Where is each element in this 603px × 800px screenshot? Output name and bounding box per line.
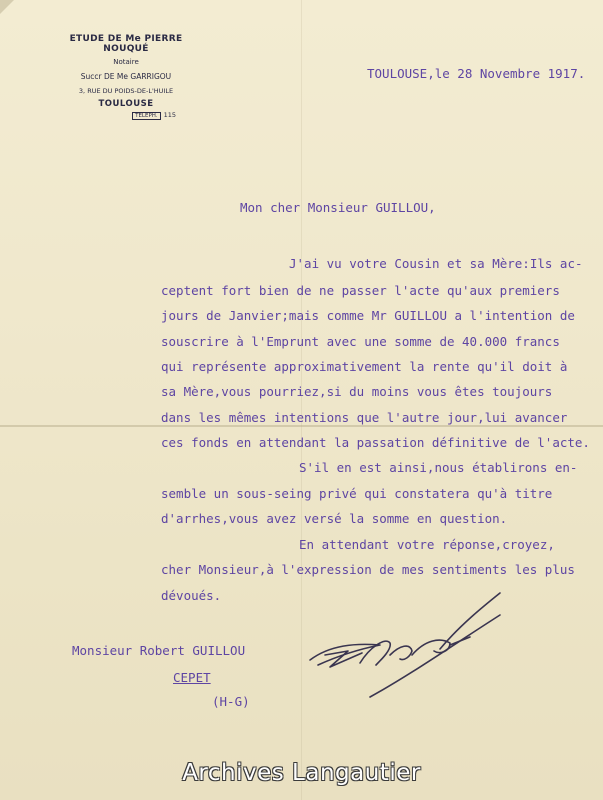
recipient-name: Monsieur Robert GUILLOU (72, 643, 246, 658)
body-line: d'arrhes,vous avez versé la somme en question. (161, 511, 508, 526)
letterhead (46, 34, 206, 119)
body-line: En attendant votre réponse,croyez, (299, 537, 555, 552)
phone-label: TÉLÉPH. (132, 112, 160, 120)
letterhead-street: 3, RUE DU POIDS-DE-L'HUILE (78, 87, 174, 95)
body-line: ces fonds en attendant la passation définitive de l'acte. (161, 435, 590, 450)
recipient-department: (H-G) (212, 694, 250, 709)
phone-number: 115 (163, 111, 176, 119)
body-line: semble un sous-seing privé qui constatera qu'à titre (161, 486, 553, 501)
letterhead-phone (46, 111, 206, 119)
archive-watermark: Archives Langautier (182, 760, 421, 786)
letterhead-office: ETUDE DE Me PIERRE NOUQUÉ (69, 34, 183, 54)
letter-greeting: Mon cher Monsieur GUILLOU, (240, 200, 436, 215)
body-line: sa Mère,vous pourriez,si du moins vous êtes toujours (161, 384, 553, 399)
letterhead-successor: Succr DE Me GARRIGOU (80, 72, 172, 81)
letterhead-title: Notaire (113, 58, 139, 66)
body-line: ceptent fort bien de ne passer l'acte qu'aux premiers (161, 283, 560, 298)
body-line: qui représente approximativement la rente qu'il doit à (161, 359, 568, 374)
body-line: cher Monsieur,à l'expression de mes sentiments les plus (161, 562, 575, 577)
handwritten-signature (300, 585, 520, 715)
body-line: S'il en est ainsi,nous établirons en- (299, 460, 578, 475)
body-line: jours de Janvier;mais comme Mr GUILLOU a l'intention de (161, 308, 575, 323)
letterhead-city: TOULOUSE (98, 99, 154, 109)
letter-date: TOULOUSE,le 28 Novembre 1917. (367, 66, 586, 81)
body-line: dans les mêmes intentions que l'autre jour,lui avancer (161, 410, 568, 425)
body-line: J'ai vu votre Cousin et sa Mère:Ils ac- (289, 256, 583, 271)
folded-corner (0, 0, 14, 14)
recipient-town: CEPET (173, 670, 211, 685)
body-line: souscrire à l'Emprunt avec une somme de 40.000 francs (161, 334, 560, 349)
body-line: dévoués. (161, 588, 222, 603)
